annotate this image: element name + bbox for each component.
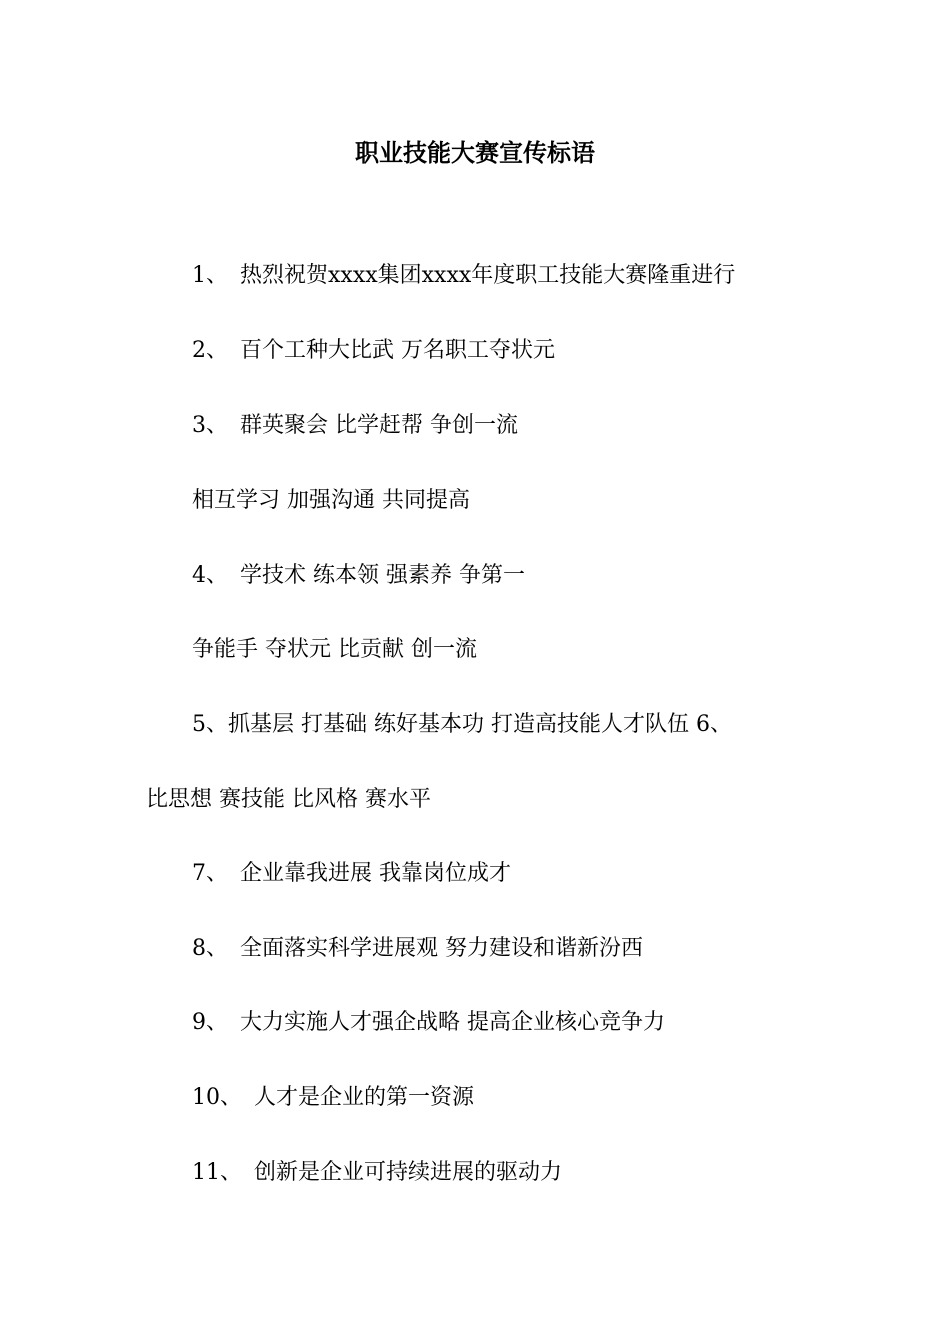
item-text: 人才是企业的第一资源: [254, 1085, 475, 1110]
item-number: 10、: [192, 1085, 242, 1110]
item-number: 7、: [192, 861, 228, 886]
item-text: 大力实施人才强企战略 提高企业核心竞争力: [240, 1010, 665, 1035]
item-text: 5、抓基层 打基础 练好基本功 打造高技能人才队伍 6、: [192, 712, 732, 737]
item-text: 群英聚会 比学赶帮 争创一流: [240, 413, 518, 438]
item-number: 8、: [192, 936, 228, 961]
item-number: 9、: [192, 1010, 228, 1035]
item-text: 相互学习 加强沟通 共同提高: [192, 488, 470, 513]
item-number: 1、: [192, 263, 228, 288]
item-text: 争能手 夺状元 比贡献 创一流: [192, 637, 477, 662]
item-text: 创新是企业可持续进展的驱动力: [254, 1160, 563, 1185]
item-number: 2、: [192, 338, 228, 363]
item-text: 全面落实科学进展观 努力建设和谐新汾西: [240, 936, 643, 961]
item-number: 4、: [192, 563, 228, 588]
item-text: 百个工种大比武 万名职工夺状元: [240, 338, 555, 363]
item-text: 学技术 练本领 强素养 争第一: [240, 563, 525, 588]
item-text: 企业靠我进展 我靠岗位成才: [240, 861, 511, 886]
item-text: 比思想 赛技能 比风格 赛水平: [146, 787, 431, 812]
item-number: 3、: [192, 413, 228, 438]
item-text: 热烈祝贺xxxx集团xxxx年度职工技能大赛隆重进行: [240, 263, 736, 288]
item-number: 11、: [192, 1160, 242, 1185]
document-title: 职业技能大赛宣传标语: [355, 138, 595, 167]
